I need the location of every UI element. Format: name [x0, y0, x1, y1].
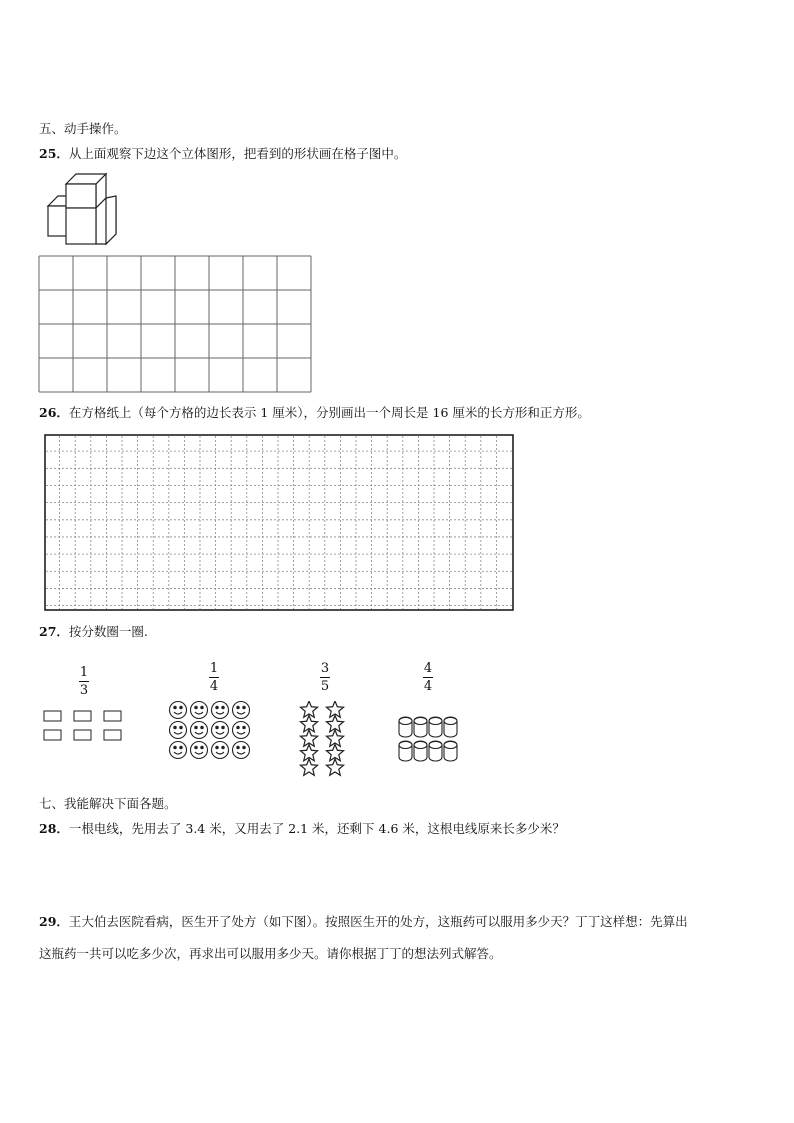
fraction-denominator: 5: [320, 679, 330, 694]
smiley-icon: [212, 742, 229, 759]
rectangle-icon: [104, 730, 121, 740]
cylinder-icon: [399, 717, 412, 737]
cylinder-icon: [414, 741, 427, 761]
question-25-number: 25．: [39, 146, 69, 161]
fraction-denominator: 4: [209, 679, 219, 694]
smiley-icon: [212, 722, 229, 739]
fraction-one-quarter: [202, 661, 226, 694]
fraction-numerator: 1: [79, 665, 89, 680]
question-25-text: 从上面观察下边这个立体图形，把看到的形状画在格子图中。: [68, 146, 407, 161]
cylinder-icon: [429, 741, 442, 761]
smiley-icon: [233, 722, 250, 739]
smiley-icon: [170, 702, 187, 719]
question-29-line-2: 这瓶药一共可以吃多少次，再求出可以服用多少天。请你根据丁丁的想法列式解答。: [39, 946, 502, 961]
rectangle-icon: [74, 730, 91, 740]
fraction-denominator: 3: [79, 683, 89, 698]
rectangle-icon: [44, 711, 61, 721]
rectangle-group[interactable]: [42, 708, 124, 744]
fraction-numerator: 3: [320, 661, 330, 676]
rectangle-icon: [44, 730, 61, 740]
fraction-numerator: 4: [423, 661, 433, 676]
question-29-number: 29．: [39, 914, 69, 929]
cylinder-icon: [414, 717, 427, 737]
fraction-three-fifths: [313, 661, 337, 694]
question-26: [39, 405, 590, 421]
cylinder-icon: [429, 717, 442, 737]
question-29-line-1: [39, 914, 688, 930]
cube-stack-figure: [44, 172, 120, 248]
grid-paper-border: [45, 435, 513, 610]
smiley-icon: [191, 742, 208, 759]
question-27: [39, 624, 148, 640]
smiley-icon: [212, 702, 229, 719]
star-group[interactable]: [296, 701, 352, 777]
square-grid-paper[interactable]: [44, 434, 515, 612]
smiley-icon: [191, 722, 208, 739]
rectangle-icon: [74, 711, 91, 721]
cylinder-group[interactable]: [396, 714, 462, 766]
section-five-heading: 五、动手操作。: [39, 121, 127, 136]
cube-left-front: [48, 206, 68, 236]
question-26-text: 在方格纸上（每个方格的边长表示 1 厘米），分别画出一个周长是 16 厘米的长方形和正方形。: [68, 405, 590, 420]
smiley-icon: [170, 742, 187, 759]
smiley-icon: [191, 702, 208, 719]
cube-top-front: [66, 184, 96, 208]
question-29-text: 王大伯去医院看病，医生开了处方（如下图）。按照医生开的处方，这瓶药可以服用多少天？丁丁这样想：先算出: [68, 914, 688, 929]
question-28-text: 一根电线，先用去了 3.4 米，又用去了 2.1 米，还剩下 4.6 米，这根电线原来长多少米？: [68, 821, 565, 836]
cube-bottom-front: [66, 208, 96, 244]
cube-right-side: [106, 196, 116, 244]
fraction-four-quarters: [416, 661, 440, 694]
smiley-icon: [170, 722, 187, 739]
question-27-number: 27．: [39, 624, 69, 639]
smiley-group[interactable]: [168, 700, 254, 762]
fraction-one-third: [72, 665, 96, 698]
smiley-icon: [233, 742, 250, 759]
cylinder-icon: [444, 717, 457, 737]
cylinder-icon: [399, 741, 412, 761]
question-28-number: 28．: [39, 821, 69, 836]
cylinder-icon: [444, 741, 457, 761]
section-seven-heading: 七、我能解决下面各题。: [39, 796, 177, 811]
question-26-number: 26．: [39, 405, 69, 420]
question-27-text: 按分数圈一圈.: [68, 624, 148, 639]
fraction-numerator: 1: [209, 661, 219, 676]
rectangle-icon: [104, 711, 121, 721]
answer-grid-25[interactable]: [38, 255, 313, 394]
fraction-denominator: 4: [423, 679, 433, 694]
question-28: [39, 821, 565, 837]
question-25: [39, 146, 406, 162]
smiley-icon: [233, 702, 250, 719]
